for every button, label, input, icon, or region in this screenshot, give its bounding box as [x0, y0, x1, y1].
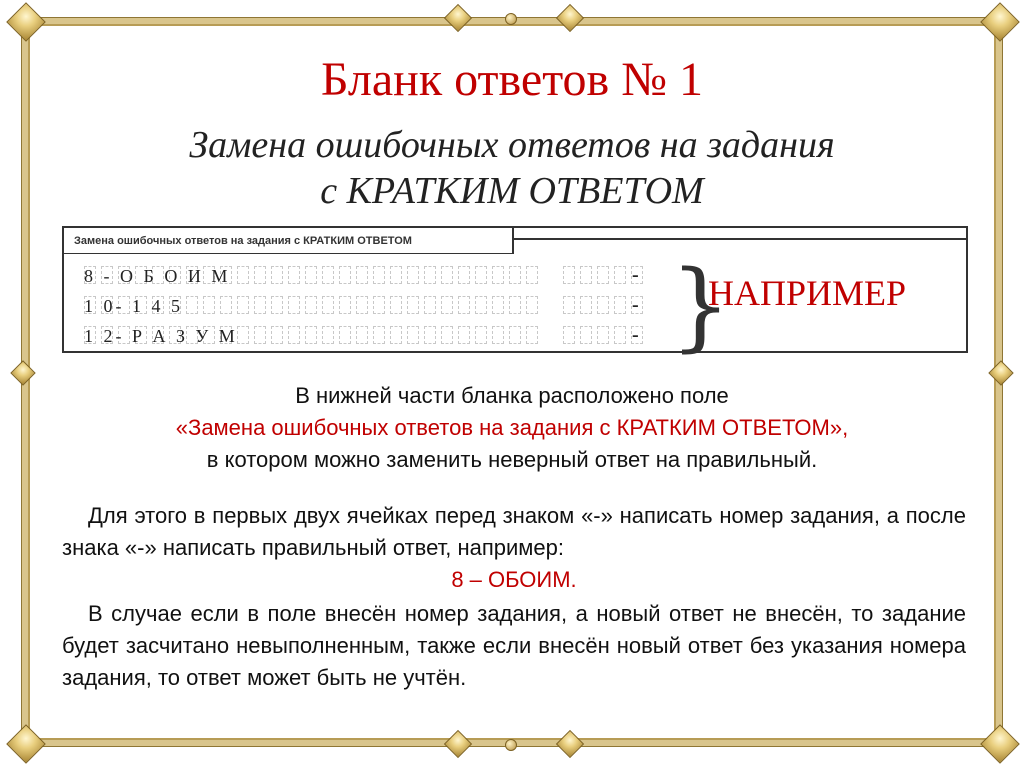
form-dash: -: [632, 324, 639, 346]
answer-cell: [475, 326, 487, 344]
answer-cell: [441, 266, 453, 284]
answer-cell: [254, 296, 266, 314]
form-divider: [514, 238, 966, 240]
answer-cell: [203, 296, 215, 314]
answer-cell: [356, 266, 368, 284]
answer-cell: [373, 296, 385, 314]
answer-replacement-form: [62, 226, 968, 362]
answer-cell: [237, 296, 249, 314]
answer-cell: [458, 296, 470, 314]
answer-cell: [305, 326, 317, 344]
answer-cell: [563, 326, 575, 344]
answer-cell: [254, 326, 266, 344]
answer-cell: [458, 326, 470, 344]
answer-cell: [614, 326, 626, 344]
description-line-2: «Замена ошибочных ответов на задания с КРАТКИМ ОТВЕТОМ»,: [175, 415, 849, 440]
answer-cell: [186, 296, 198, 314]
answer-cell: [237, 326, 249, 344]
answer-cell: [526, 326, 538, 344]
subtitle: [0, 122, 1024, 214]
answer-cell: [305, 266, 317, 284]
answer-cell: [254, 266, 266, 284]
ornament-dot: [505, 13, 517, 25]
answer-cell: [305, 296, 317, 314]
answer-cell: [390, 296, 402, 314]
answer-cell: [563, 266, 575, 284]
form-entry: 8 - О Б О И М: [84, 266, 231, 286]
answer-cell: [597, 296, 609, 314]
ornament-dot: [505, 739, 517, 751]
answer-cell: [509, 296, 521, 314]
answer-cell: [424, 266, 436, 284]
answer-cell: [441, 296, 453, 314]
form-header: Замена ошибочных ответов на задания с КРАТКИМ ОТВЕТОМ: [64, 228, 514, 254]
answer-cell: [339, 266, 351, 284]
form-entry: 1 2- Р А З У М: [84, 326, 238, 346]
description-line-1: В нижней части бланка расположено поле: [295, 383, 729, 408]
example-answer: [62, 564, 966, 596]
answer-cell: [373, 326, 385, 344]
answer-cell: [220, 296, 232, 314]
answer-cell: [322, 296, 334, 314]
answer-cell: [339, 296, 351, 314]
answer-cell: [492, 266, 504, 284]
answer-cell: [526, 266, 538, 284]
answer-cell: [407, 296, 419, 314]
answer-cell: [373, 266, 385, 284]
answer-cell: [475, 266, 487, 284]
answer-cell: [475, 296, 487, 314]
answer-cell: [458, 266, 470, 284]
instruction-text-1: Для этого в первых двух ячейках перед знаком «-» написать номер задания, а после знака «-» написать правильный ответ, например:: [62, 503, 966, 560]
form-dash: -: [632, 264, 639, 286]
description-line-3: в котором можно заменить неверный ответ на правильный.: [206, 447, 818, 472]
page-title: Бланк ответов № 1: [320, 53, 704, 106]
answer-cell: [580, 296, 592, 314]
answer-cell: [237, 266, 249, 284]
answer-cell: [492, 296, 504, 314]
answer-cell: [492, 326, 504, 344]
example-text: 8 – ОБОИМ.: [451, 567, 577, 592]
answer-cell: [356, 296, 368, 314]
answer-cell: [580, 266, 592, 284]
answer-cell: [288, 326, 300, 344]
answer-cell: [356, 326, 368, 344]
answer-cell: [563, 296, 575, 314]
answer-cell: [424, 296, 436, 314]
answer-cell: [271, 326, 283, 344]
answer-cell: [288, 266, 300, 284]
curly-brace: }: [670, 250, 732, 362]
answer-cell: [390, 266, 402, 284]
answer-cell: [390, 326, 402, 344]
answer-cell: [271, 296, 283, 314]
answer-cell: [580, 326, 592, 344]
answer-cell: [288, 296, 300, 314]
subtitle-line-2: с КРАТКИМ ОТВЕТОМ: [320, 170, 704, 212]
instruction-paragraph-2: [62, 598, 966, 694]
example-label: НАПРИМЕР: [708, 273, 907, 313]
answer-cell: [526, 296, 538, 314]
answer-cell: [407, 266, 419, 284]
answer-cell: [424, 326, 436, 344]
answer-cell: [322, 326, 334, 344]
answer-cell: [407, 326, 419, 344]
subtitle-line-1: Замена ошибочных ответов на задания: [189, 124, 835, 166]
answer-cell: [509, 326, 521, 344]
form-dash: -: [632, 294, 639, 316]
answer-cell: [339, 326, 351, 344]
form-entry: 1 0- 1 4 5: [84, 296, 183, 316]
answer-cell: [597, 266, 609, 284]
answer-cell: [271, 266, 283, 284]
answer-cell: [597, 326, 609, 344]
answer-cell: [509, 266, 521, 284]
answer-cell: [614, 266, 626, 284]
field-description: [70, 380, 954, 476]
instruction-paragraph-1: [62, 500, 966, 564]
answer-cell: [322, 266, 334, 284]
answer-cell: [614, 296, 626, 314]
answer-cell: [441, 326, 453, 344]
instruction-text-2: В случае если в поле внесён номер задания, а новый ответ не внесён, то задание будет засчитано невыполненным, также если внесён новый ответ без указания номера задания, то ответ может быть не учтён.: [62, 601, 966, 690]
